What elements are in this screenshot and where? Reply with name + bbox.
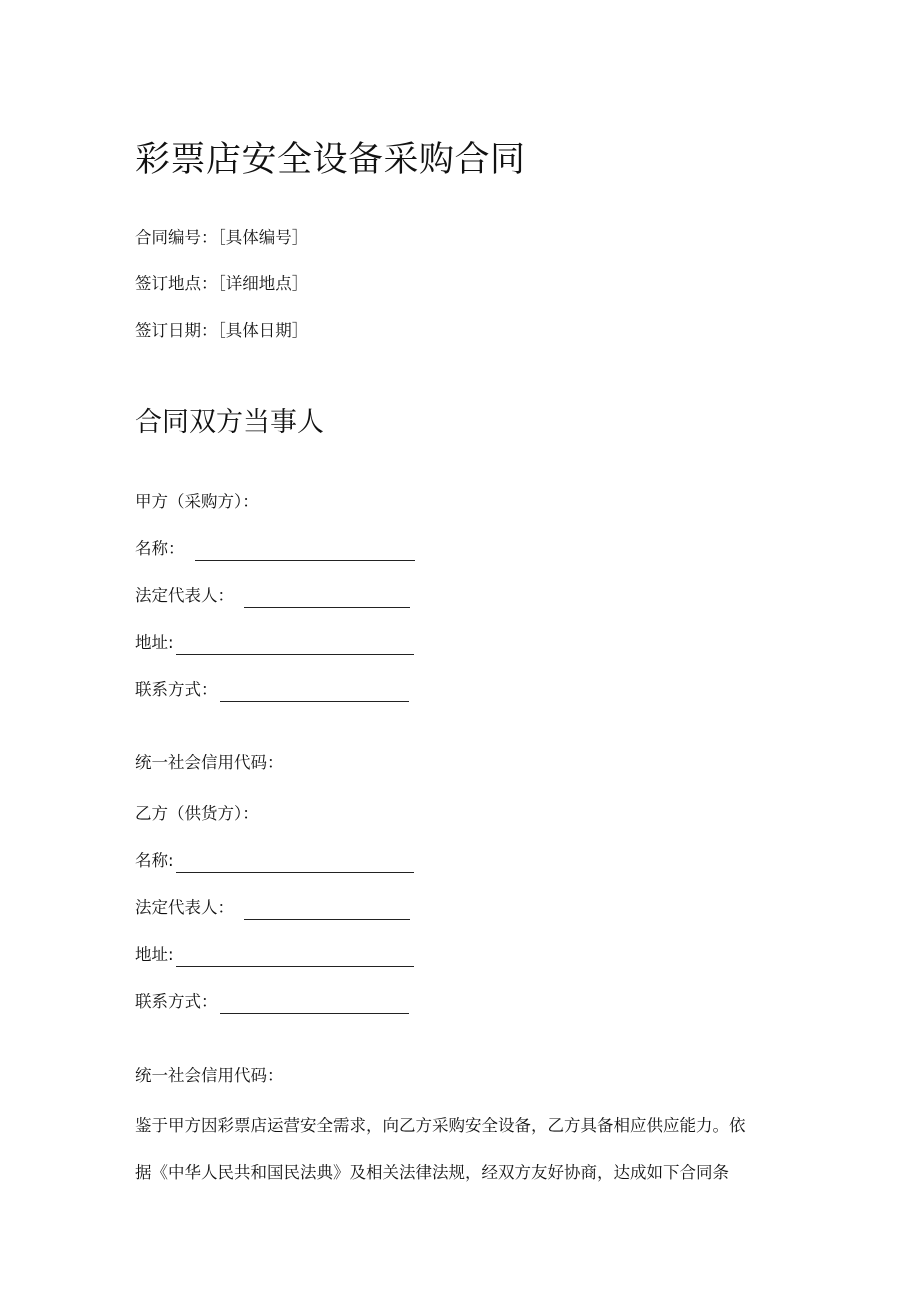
signing-date-line: [135, 319, 308, 343]
contract-number-value: ［具体编号］: [217, 228, 309, 247]
party-b-heading: 乙方（供货方）：: [135, 804, 259, 823]
party-a-address-blank[interactable]: [176, 636, 414, 655]
party-b-name-blank[interactable]: [176, 854, 414, 873]
party-a-name-blank[interactable]: [195, 542, 415, 561]
party-b-credit-code: 统一社会信用代码：: [135, 1066, 284, 1085]
party-a-rep-field: [135, 584, 410, 608]
signing-date-value: ［具体日期］: [217, 321, 309, 340]
party-a-contact-blank[interactable]: [220, 683, 409, 702]
party-a-contact-field: [135, 678, 409, 702]
party-a-rep-label: 法定代表人：: [135, 586, 234, 605]
party-a-name-field: [135, 537, 415, 561]
party-b-rep-field: [135, 896, 410, 920]
signing-place-value: ［详细地点］: [217, 274, 309, 293]
party-a-contact-label: 联系方式：: [135, 680, 218, 699]
party-a-heading: 甲方（采购方）：: [135, 492, 259, 511]
preamble-line-1: 鉴于甲方因彩票店运营安全需求，向乙方采购安全设备，乙方具备相应供应能力。依: [135, 1116, 746, 1135]
signing-place-label: 签订地点：: [135, 274, 218, 293]
party-b-contact-blank[interactable]: [220, 995, 409, 1014]
parties-heading: 合同双方当事人: [135, 407, 324, 438]
document-title: 彩票店安全设备采购合同: [135, 140, 526, 180]
signing-place-line: [135, 272, 308, 296]
party-a-name-label: 名称：: [135, 539, 185, 558]
party-b-contact-field: [135, 990, 409, 1014]
party-a-address-field: [135, 631, 414, 655]
contract-number-line: [135, 226, 308, 250]
party-a-address-label: 地址:: [135, 633, 174, 652]
party-b-address-field: [135, 943, 414, 967]
party-b-address-blank[interactable]: [176, 948, 414, 967]
party-b-rep-label: 法定代表人：: [135, 898, 234, 917]
contract-number-label: 合同编号：: [135, 228, 218, 247]
party-b-address-label: 地址:: [135, 945, 174, 964]
party-a-credit-code: 统一社会信用代码：: [135, 753, 284, 772]
party-b-name-label: 名称:: [135, 851, 174, 870]
party-b-name-field: [135, 849, 414, 873]
party-b-rep-blank[interactable]: [244, 901, 410, 920]
preamble-line-2: 据《中华人民共和国民法典》及相关法律法规，经双方友好协商，达成如下合同条: [135, 1163, 729, 1182]
party-a-rep-blank[interactable]: [244, 589, 410, 608]
party-b-contact-label: 联系方式：: [135, 992, 218, 1011]
signing-date-label: 签订日期：: [135, 321, 218, 340]
